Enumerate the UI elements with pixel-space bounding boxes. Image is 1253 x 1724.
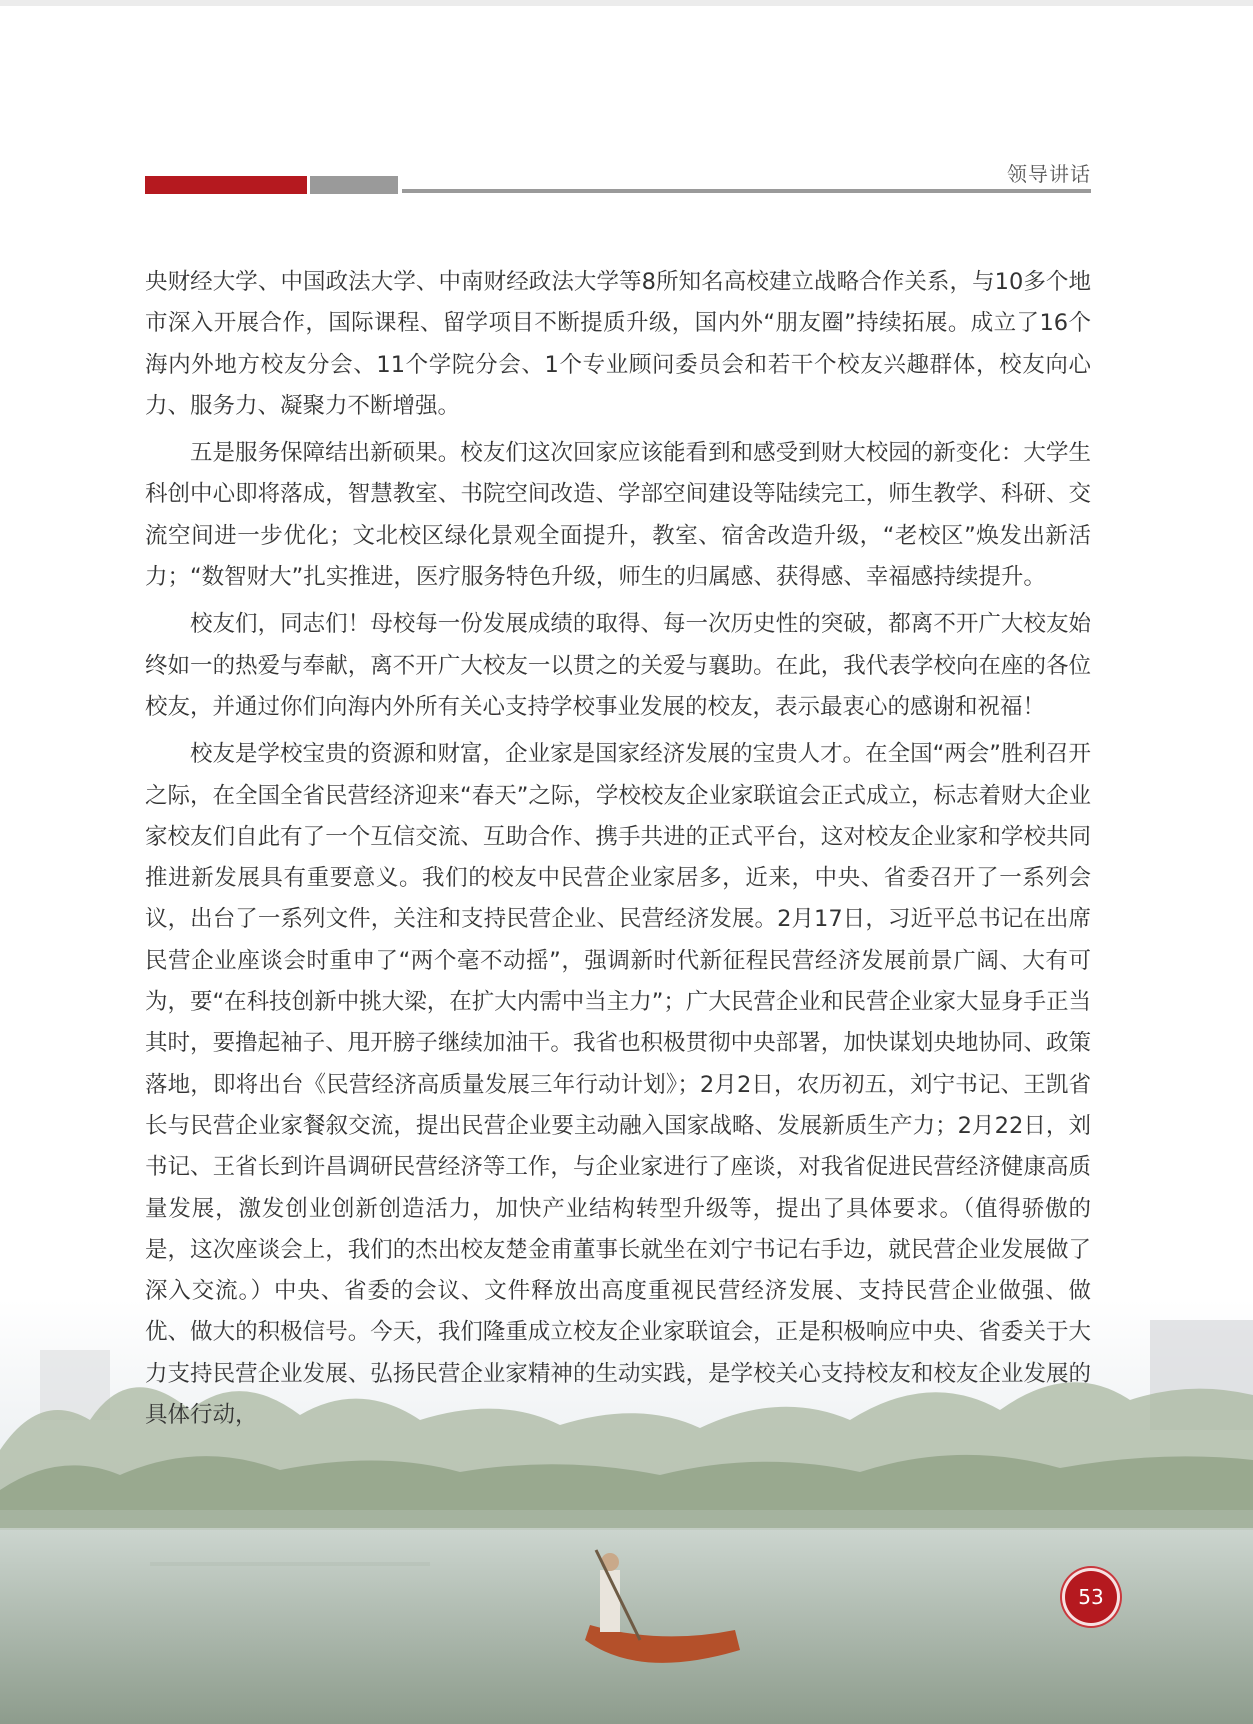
- lake-water: [0, 1528, 1253, 1724]
- header-rule-line: [402, 189, 1091, 193]
- paragraph: 校友们，同志们！母校每一份发展成绩的取得、每一次历史性的突破，都离不开广大校友始终如一的热爱与奉献，离不开广大校友一以贯之的关爱与襄助。在此，我代表学校向在座的各位校友，并通过你们向海内外所有关心支持学校事业发展的校友，表示最衷心的感谢和祝福！: [145, 611, 1091, 720]
- header-gray-block: [310, 176, 398, 194]
- paragraph: 五是服务保障结出新硕果。校友们这次回家应该能看到和感受到财大校园的新变化：大学生科创中心即将落成，智慧教室、书院空间改造、学部空间建设等陆续完工，师生教学、科研、交流空间进一步优化；文北校区绿化景观全面提升，教室、宿舍改造升级，“老校区”焕发出新活力；“数智财大”扎实推进，医疗服务特色升级，师生的归属感、获得感、幸福感持续提升。: [145, 440, 1091, 591]
- article-body: [145, 262, 1091, 1442]
- paragraph: 校友是学校宝贵的资源和财富，企业家是国家经济发展的宝贵人才。在全国“两会”胜利召开之际，在全国全省民营经济迎来“春天”之际，学校校友企业家联谊会正式成立，标志着财大企业家校友们自此有了一个互信交流、互助合作、携手共进的正式平台，这对校友企业家和学校共同推进新发展具有重要意义。我们的校友中民营企业家居多，近来，中央、省委召开了一系列会议，出台了一系列文件，关注和支持民营企业、民营经济发展。2月17日，习近平总书记在出席民营企业座谈会时重申了“两个毫不动摇”，强调新时代新征程民营经济发展前景广阔、大有可为，要“在科技创新中挑大梁，在扩大内需中当主力”；广大民营企业和民营企业家大显身手正当其时，要撸起袖子、甩开膀子继续加油干。我省也积极贯彻中央部署，加快谋划央地协同、政策落地，即将出台《民营经济高质量发展三年行动计划》；2月2日，农历初五，刘宁书记、王凯省长与民营企业家餐叙交流，提出民营企业要主动融入国家战略、发展新质生产力；2月22日，刘书记、王省长到许昌调研民营经济等工作，与企业家进行了座谈，对我省促进民营经济健康高质量发展，激发创业创新创造活力，加快产业结构转型升级等，提出了具体要求。（值得骄傲的是，这次座谈会上，我们的杰出校友楚金甫董事长就坐在刘宁书记右手边，就民营企业发展做了深入交流。）中央、省委的会议、文件释放出高度重视民营经济发展、支持民营企业做强、做优、做大的积极信号。今天，我们隆重成立校友企业家联谊会，正是积极响应中央、省委关于大力支持民营企业发展、弘扬民营企业家精神的生动实践，是学校关心支持校友和校友企业发展的具体行动，: [145, 741, 1091, 1429]
- header-accent-bar: [145, 176, 307, 194]
- top-edge-strip: [0, 0, 1253, 6]
- section-title: 领导讲话: [1007, 162, 1091, 186]
- paragraph: 央财经大学、中国政法大学、中南财经政法大学等8所知名高校建立战略合作关系，与10多个地市深入开展合作，国际课程、留学项目不断提质升级，国内外“朋友圈”持续拓展。成立了16个海内外地方校友分会、11个学院分会、1个专业顾问委员会和若干个校友兴趣群体，校友向心力、服务力、凝聚力不断增强。: [145, 269, 1091, 419]
- page-number-badge: 53: [1065, 1571, 1117, 1623]
